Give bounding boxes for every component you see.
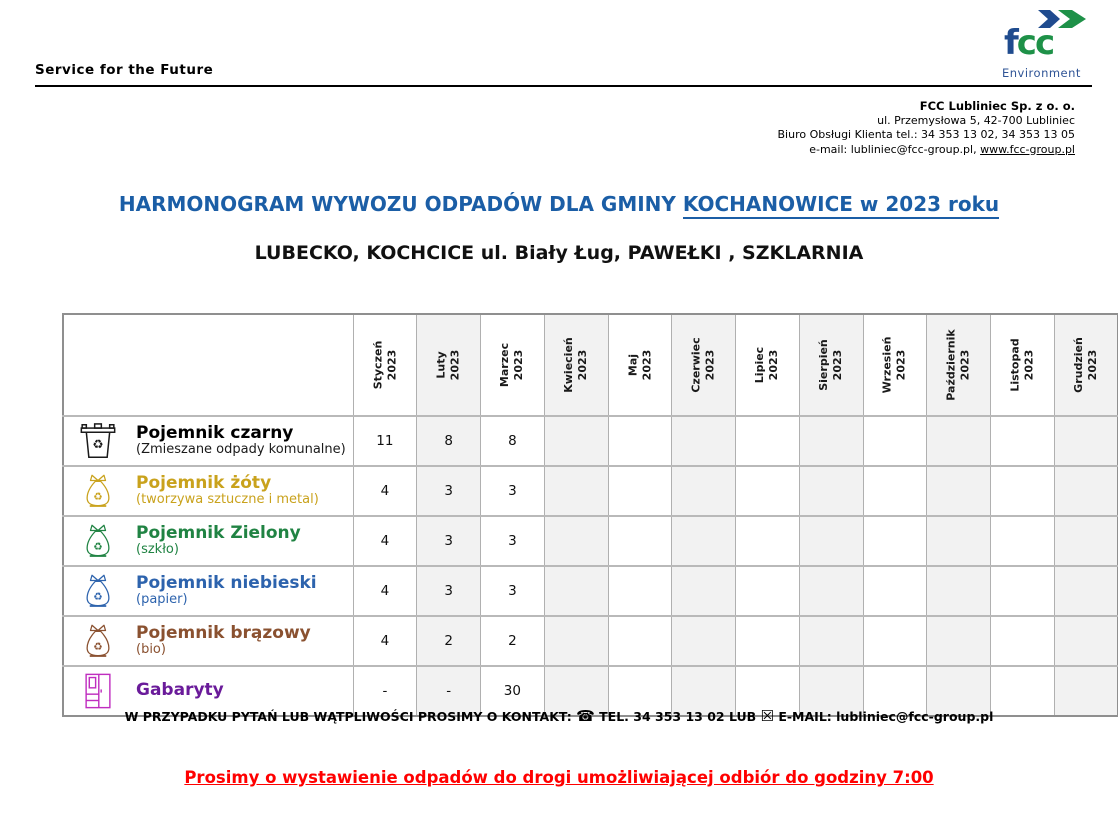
month-header-3: Marzec 2023 [481,314,545,416]
schedule-cell [991,516,1055,566]
schedule-cell [991,566,1055,616]
schedule-cell [1054,566,1118,616]
schedule-cell: - [353,666,417,716]
schedule-cell [608,516,672,566]
month-header-9: Wrzesień 2023 [863,314,927,416]
month-header-11: Listopad 2023 [991,314,1055,416]
schedule-cell [672,616,736,666]
company-street: ul. Przemysłowa 5, 42-700 Lubliniec [877,113,1075,127]
schedule-cell: 8 [417,416,481,466]
row-subtitle: (bio) [136,642,166,658]
title-underlined-part: KOCHANOWICE w 2023 roku [683,192,999,219]
month-header-7: Lipiec 2023 [736,314,800,416]
table-row [63,466,1118,516]
month-header-6: Czerwiec 2023 [672,314,736,416]
schedule-cell [863,616,927,666]
schedule-cell: - [417,666,481,716]
logo-wordmark: fcc [1004,23,1054,63]
schedule-cell: 3 [417,466,481,516]
schedule-cell [544,416,608,466]
schedule-cell [1054,466,1118,516]
month-header-4: Kwiecień 2023 [544,314,608,416]
pickup-notice: Prosimy o wystawienie odpadów do drogi umożliwiającej odbiór do godziny 7:00 [184,768,934,787]
schedule-table [62,313,1118,717]
logo-environment-label: Environment [1002,66,1081,80]
schedule-cell: 2 [481,616,545,666]
waste-bag-icon [76,569,120,613]
schedule-cell [799,416,863,466]
row-label [63,616,353,666]
schedule-cell [991,616,1055,666]
schedule-cell [736,616,800,666]
schedule-cell [927,466,991,516]
website-link[interactable]: www.fcc-group.pl [980,142,1075,156]
row-title: Gabaryty [136,680,224,701]
month-header-1: Styczeń 2023 [353,314,417,416]
row-subtitle: (tworzywa sztuczne i metal) [136,492,319,508]
schedule-cell [799,516,863,566]
schedule-cell [544,566,608,616]
row-title: Pojemnik czarny [136,422,294,443]
row-label [63,416,353,466]
schedule-cell [799,616,863,666]
envelope-icon: ☒ [760,707,774,725]
phone-icon: ☎ [576,707,595,725]
schedule-cell [608,566,672,616]
schedule-cell [991,466,1055,516]
company-address-block [778,99,1075,157]
corner-cell [63,314,353,416]
svg-text:♻: ♻ [92,436,104,452]
schedule-cell [1054,516,1118,566]
schedule-body [63,416,1118,716]
schedule-cell [736,516,800,566]
fcc-logo [998,8,1090,80]
schedule-cell [1054,416,1118,466]
company-phone-line: Biuro Obsługi Klienta tel.: 34 353 13 02, 34 353 13 05 [777,128,1075,141]
schedule-cell [799,566,863,616]
schedule-cell [608,616,672,666]
schedule-cell: 11 [353,416,417,466]
schedule-cell [736,416,800,466]
row-label [63,566,353,616]
schedule-cell [927,416,991,466]
schedule-cell: 3 [417,566,481,616]
schedule-cell [863,566,927,616]
schedule-cell: 3 [481,516,545,566]
schedule-cell [672,466,736,516]
schedule-cell [991,416,1055,466]
month-header-5: Maj 2023 [608,314,672,416]
schedule-cell: 4 [353,566,417,616]
company-name: FCC Lubliniec Sp. z o. o. [919,99,1075,113]
schedule-cell: 8 [481,416,545,466]
schedule-cell [608,466,672,516]
row-subtitle: (Zmieszane odpady komunalne) [136,442,346,458]
row-subtitle: (szkło) [136,542,179,558]
document-title: HARMONOGRAM WYWOZU ODPADÓW DLA GMINY KOCHANOWICE w 2023 roku [0,192,1118,216]
month-header-12: Grudzień 2023 [1054,314,1118,416]
schedule-cell: 3 [481,566,545,616]
row-label [63,466,353,516]
schedule-cell: 4 [353,616,417,666]
header-divider [35,85,1092,87]
row-title: Pojemnik żóty [136,472,272,493]
svg-text:♻: ♻ [93,541,103,553]
row-title: Pojemnik brązowy [136,622,311,643]
months-header-row [63,314,1118,416]
waste-bag-icon [76,619,120,663]
month-header-2: Luty 2023 [417,314,481,416]
schedule-cell [799,466,863,516]
schedule-cell [736,466,800,516]
schedule-cell [544,616,608,666]
schedule-cell: 30 [481,666,545,716]
row-label [63,516,353,566]
schedule-cell [672,416,736,466]
waste-bag-icon [76,469,120,513]
table-row [63,516,1118,566]
table-row [63,416,1118,466]
document-subtitle: LUBECKO, KOCHCICE ul. Biały Ług, PAWEŁKI , SZKLARNIA [254,242,864,264]
schedule-cell: 4 [353,466,417,516]
schedule-cell: 4 [353,516,417,566]
month-header-8: Sierpień 2023 [799,314,863,416]
svg-text:♻: ♻ [93,641,103,653]
schedule-cell [672,566,736,616]
waste-bin-icon [76,420,120,462]
schedule-cell [927,566,991,616]
company-email-line: e-mail: lubliniec@fcc-group.pl, www.fcc-group.pl [809,142,1075,156]
schedule-cell [863,416,927,466]
schedule-cell [736,566,800,616]
row-subtitle: (papier) [136,592,188,608]
schedule-cell [1054,616,1118,666]
schedule-cell: 3 [481,466,545,516]
table-row [63,566,1118,616]
contact-footer: W PRZYPADKU PYTAŃ LUB WĄTPLIWOŚCI PROSIMY O KONTAKT: ☎ TEL. 34 353 13 02 LUB ☒ E-MAIL: lubliniec@fcc-group.pl [124,707,994,725]
schedule-cell [927,616,991,666]
waste-bag-icon [76,519,120,563]
schedule-cell [863,466,927,516]
schedule-cell [544,466,608,516]
schedule-cell: 2 [417,616,481,666]
schedule-cell [927,516,991,566]
company-tagline: Service for the Future [35,62,214,78]
row-title: Pojemnik Zielony [136,522,301,543]
schedule-cell [672,516,736,566]
row-title: Pojemnik niebieski [136,572,317,593]
svg-text:♻: ♻ [93,491,103,503]
month-header-10: Październik 2023 [927,314,991,416]
schedule-cell [544,516,608,566]
schedule-cell [863,516,927,566]
schedule-cell [608,416,672,466]
schedule-cell: 3 [417,516,481,566]
table-row [63,616,1118,666]
svg-text:♻: ♻ [93,591,103,603]
